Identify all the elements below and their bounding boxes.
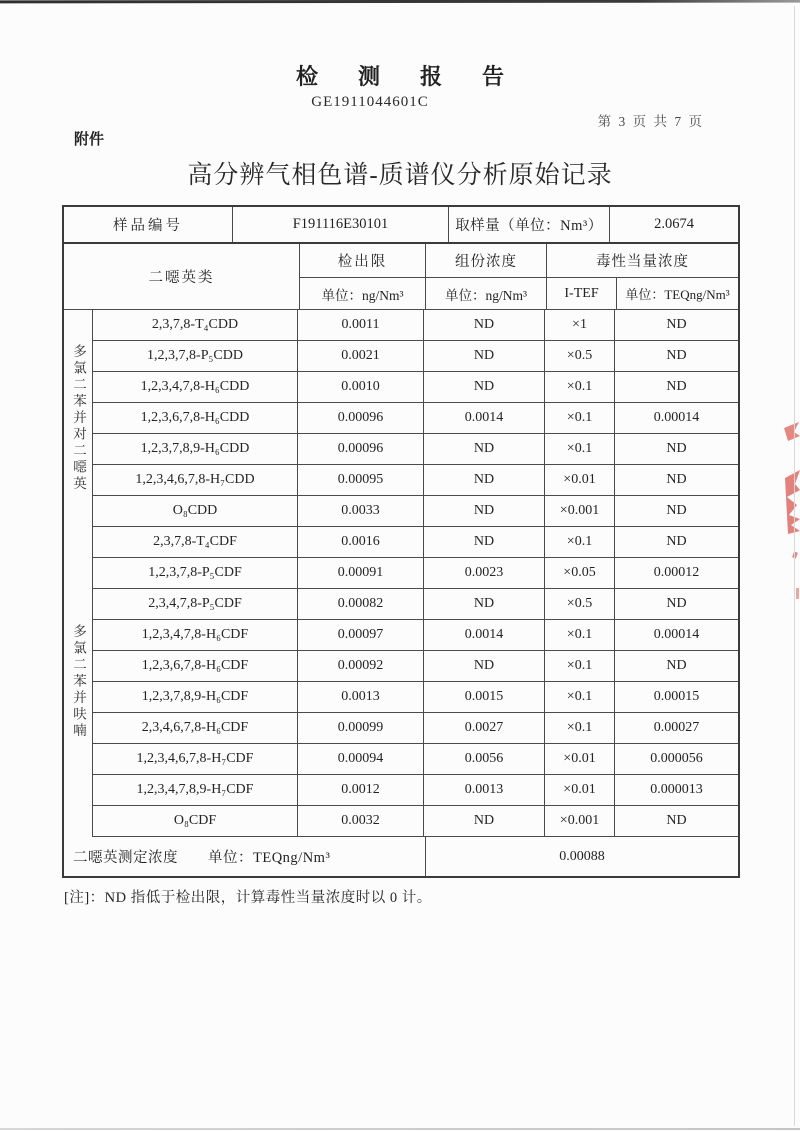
- itef-factor: ×0.01: [545, 465, 615, 495]
- scan-bottom-edge: [0, 1128, 800, 1130]
- itef-factor: ×0.001: [545, 806, 615, 836]
- table-row: [93, 372, 738, 403]
- congener-name: 1,2,3,4,6,7,8-H₇CDD: [93, 465, 298, 495]
- sample-info-row: [62, 205, 740, 244]
- detection-limit-value: 0.0032: [298, 806, 424, 836]
- congener-name: 1,2,3,4,7,8-H₆CDF: [93, 620, 298, 650]
- sample-id-label: 样品编号: [64, 207, 233, 242]
- detection-limit-value: 0.00092: [298, 651, 424, 681]
- scan-top-edge: [0, 0, 800, 3]
- concentration-value: 0.0014: [424, 403, 545, 433]
- group-label-pcdf: [64, 527, 92, 837]
- table-row: [93, 434, 738, 465]
- congener-name: 1,2,3,7,8,9-H₆CDF: [93, 682, 298, 712]
- teq-value: ND: [666, 534, 687, 549]
- itef-factor: ×0.01: [545, 775, 615, 805]
- congener-rows: [93, 310, 738, 837]
- teq-value: ND: [666, 813, 687, 828]
- table-row: [93, 558, 738, 589]
- page-number-indicator: 第 3 页 共 7 页: [597, 114, 704, 129]
- header-toxic-equivalent: 毒性当量浓度: [547, 244, 738, 278]
- teq-value: ND: [666, 503, 687, 518]
- detection-limit-value: 0.00096: [298, 403, 424, 433]
- congener-name: 2,3,4,7,8-P₅CDF: [93, 589, 298, 619]
- teq-value: ND: [666, 441, 687, 456]
- congener-name: 1,2,3,4,6,7,8-H₇CDF: [93, 744, 298, 774]
- teq-value: 0.000013: [650, 782, 703, 797]
- group-label-pcdf-text: 多氯二苯并呋喃: [71, 624, 86, 740]
- concentration-value: ND: [424, 527, 545, 557]
- congener-name: 1,2,3,6,7,8-H₆CDF: [93, 651, 298, 681]
- congener-name: 1,2,3,7,8,9-H₆CDD: [93, 434, 298, 464]
- concentration-value: 0.0015: [424, 682, 545, 712]
- concentration-value: ND: [424, 465, 545, 495]
- header-concentration: 组份浓度: [426, 244, 547, 278]
- concentration-value: 0.0023: [424, 558, 545, 588]
- congener-name: 1,2,3,7,8-P₅CDF: [93, 558, 298, 588]
- itef-factor: ×0.1: [545, 434, 615, 464]
- report-number: GE1911044601C: [311, 94, 429, 110]
- table-row: [93, 527, 738, 558]
- table-row: [93, 651, 738, 682]
- congener-name: 1,2,3,6,7,8-H₆CDD: [93, 403, 298, 433]
- concentration-value: 0.0014: [424, 620, 545, 650]
- group-label-pcdd: [64, 310, 92, 527]
- itef-factor: ×0.1: [545, 372, 615, 402]
- detection-limit-value: 0.00095: [298, 465, 424, 495]
- sample-id-value: F191116E30101: [233, 207, 449, 242]
- concentration-value: 0.0056: [424, 744, 545, 774]
- concentration-value: 0.0027: [424, 713, 545, 743]
- congener-name: O₈CDD: [93, 496, 298, 526]
- concentration-value: ND: [424, 341, 545, 371]
- sample-volume-label: 取样量（单位：Nm³）: [449, 207, 610, 242]
- report-title: 检测报告: [295, 64, 544, 89]
- table-row: [93, 713, 738, 744]
- concentration-value: ND: [424, 806, 545, 836]
- header-unit-concentration: 单位：ng/Nm³: [426, 278, 547, 309]
- itef-factor: ×0.5: [545, 589, 615, 619]
- itef-factor: ×0.5: [545, 341, 615, 371]
- footnote: [注]：ND 指低于检出限，计算毒性当量浓度时以 0 计。: [64, 890, 432, 906]
- teq-value: 0.00014: [653, 410, 700, 425]
- group-label-pcdd-text: 多氯二苯并对二噁英: [71, 344, 86, 493]
- detection-limit-value: 0.00096: [298, 434, 424, 464]
- concentration-value: 0.0013: [424, 775, 545, 805]
- table-row: [93, 682, 738, 713]
- congener-name: 2,3,7,8-T₄CDD: [93, 310, 298, 340]
- concentration-value: ND: [424, 434, 545, 464]
- congener-name: 1,2,3,4,7,8,9-H₇CDF: [93, 775, 298, 805]
- table-row: [93, 465, 738, 496]
- detection-limit-value: 0.0010: [298, 372, 424, 402]
- sample-volume-value: 2.0674: [654, 216, 694, 232]
- teq-value: ND: [666, 348, 687, 363]
- table-body: [64, 310, 738, 837]
- table-row: [93, 496, 738, 527]
- concentration-value: ND: [424, 310, 545, 340]
- teq-value: 0.00012: [653, 565, 700, 580]
- itef-factor: ×0.1: [545, 620, 615, 650]
- detection-limit-value: 0.00097: [298, 620, 424, 650]
- total-teq-value: 0.00088: [559, 848, 605, 864]
- header-itef: I-TEF: [547, 278, 617, 309]
- header-unit-teq: 单位：TEQng/Nm³: [625, 287, 730, 302]
- teq-value: ND: [666, 379, 687, 394]
- congener-name: 2,3,4,6,7,8-H₆CDF: [93, 713, 298, 743]
- congener-name: O₈CDF: [93, 806, 298, 836]
- concentration-value: ND: [424, 589, 545, 619]
- total-teq-label: 二噁英测定浓度 单位：TEQng/Nm³: [64, 837, 426, 876]
- itef-factor: ×0.1: [545, 403, 615, 433]
- detection-limit-value: 0.00094: [298, 744, 424, 774]
- itef-factor: ×0.1: [545, 713, 615, 743]
- attachment-label: 附件: [74, 132, 105, 148]
- congener-group-column: [64, 310, 93, 837]
- table-footer: [64, 837, 738, 876]
- concentration-value: ND: [424, 651, 545, 681]
- detection-limit-value: 0.00091: [298, 558, 424, 588]
- detection-limit-value: 0.0013: [298, 682, 424, 712]
- table-row: [93, 341, 738, 372]
- detection-limit-value: 0.0011: [298, 310, 424, 340]
- analysis-table: [62, 205, 740, 878]
- detection-limit-value: 0.00082: [298, 589, 424, 619]
- teq-value: ND: [666, 658, 687, 673]
- itef-factor: ×0.001: [545, 496, 615, 526]
- teq-value: ND: [666, 596, 687, 611]
- concentration-value: ND: [424, 496, 545, 526]
- congener-name: 1,2,3,7,8-P₅CDD: [93, 341, 298, 371]
- table-row: [93, 589, 738, 620]
- teq-value: 0.00014: [653, 627, 700, 642]
- teq-value: 0.00015: [653, 689, 700, 704]
- table-row: [93, 744, 738, 775]
- detection-limit-value: 0.00099: [298, 713, 424, 743]
- detection-limit-value: 0.0012: [298, 775, 424, 805]
- concentration-value: ND: [424, 372, 545, 402]
- teq-value: ND: [666, 317, 687, 332]
- scan-right-edge: [794, 6, 795, 1126]
- detection-limit-value: 0.0021: [298, 341, 424, 371]
- table-row: [93, 806, 738, 837]
- header-dioxin-type: 二噁英类: [64, 244, 300, 309]
- red-stamp-fragment: [772, 420, 800, 620]
- itef-factor: ×0.05: [545, 558, 615, 588]
- teq-value: ND: [666, 472, 687, 487]
- dioxin-results-table: [62, 244, 740, 878]
- header-unit-detection: 单位：ng/Nm³: [300, 278, 426, 309]
- teq-value: 0.000056: [650, 751, 703, 766]
- document-subtitle: 高分辨气相色谱-质谱仪分析原始记录: [187, 162, 613, 189]
- header-detection-limit: 检出限: [300, 244, 426, 278]
- itef-factor: ×1: [545, 310, 615, 340]
- table-row: [93, 310, 738, 341]
- itef-factor: ×0.01: [545, 744, 615, 774]
- table-row: [93, 620, 738, 651]
- table-row: [93, 775, 738, 806]
- teq-value: 0.00027: [653, 720, 700, 735]
- itef-factor: ×0.1: [545, 651, 615, 681]
- congener-name: 2,3,7,8-T₄CDF: [93, 527, 298, 557]
- itef-factor: ×0.1: [545, 682, 615, 712]
- itef-factor: ×0.1: [545, 527, 615, 557]
- detection-limit-value: 0.0016: [298, 527, 424, 557]
- table-row: [93, 403, 738, 434]
- table-header: [64, 244, 738, 310]
- congener-name: 1,2,3,4,7,8-H₆CDD: [93, 372, 298, 402]
- detection-limit-value: 0.0033: [298, 496, 424, 526]
